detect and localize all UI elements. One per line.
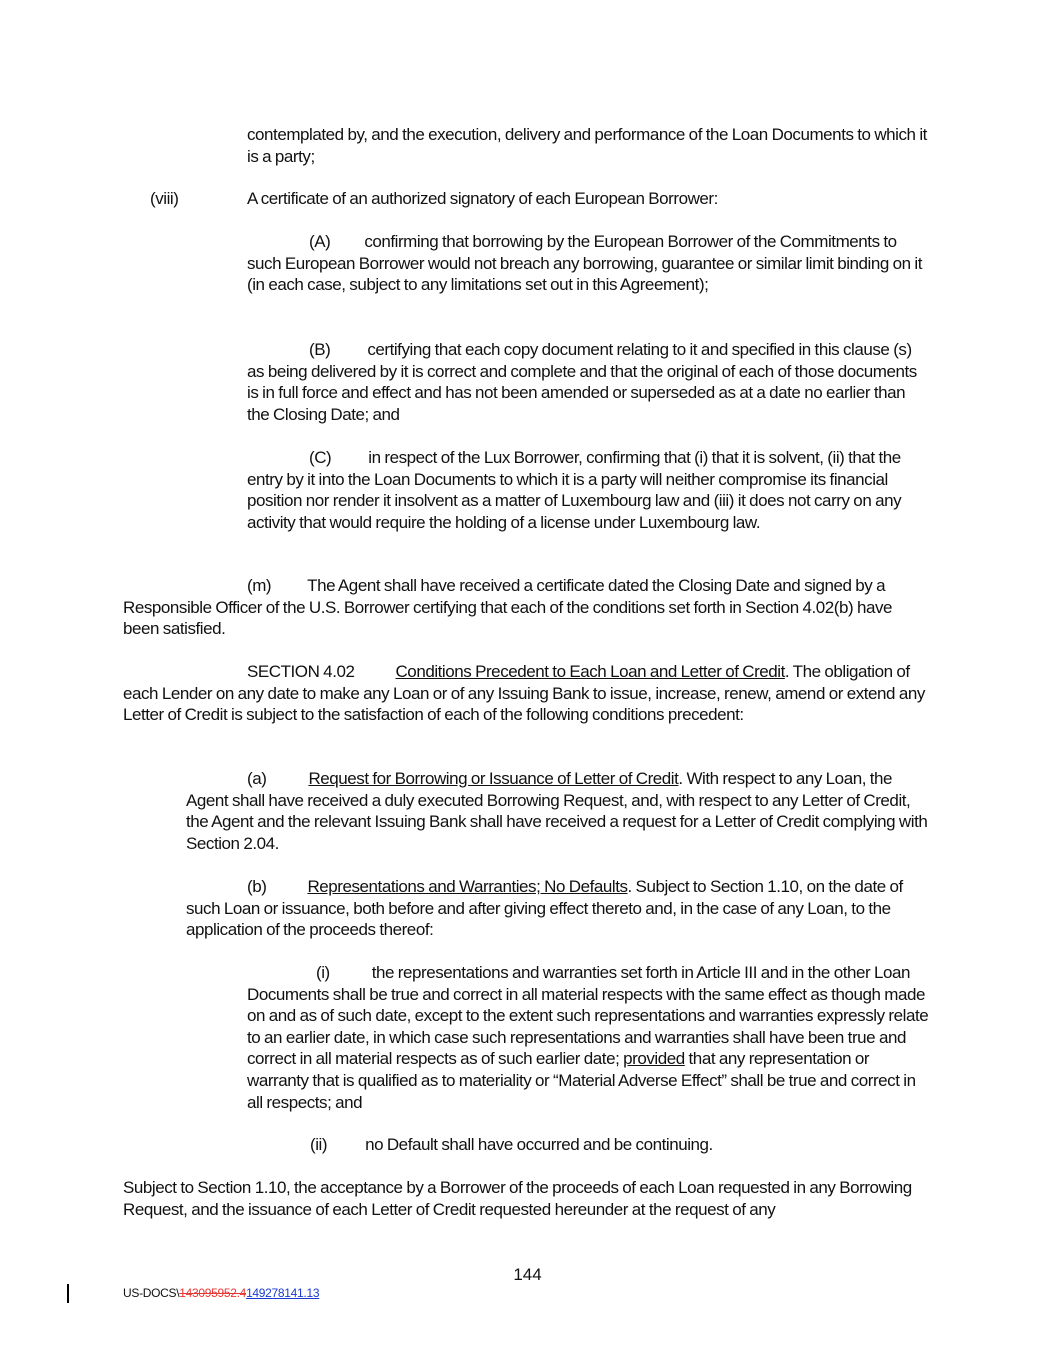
item-b bbox=[186, 876, 929, 941]
item-m-label: (m) bbox=[247, 576, 272, 595]
subitem-C-text: in respect of the Lux Borrower, confirming that (i) that it is solvent, (ii) that the entry by it into the Loan Documents to which it is a party will neither compromise its financial position nor render it insolvent as a matter of Luxembourg law and (iii) it does not carry on any activity that would require the holding of a license under Luxembourg law. bbox=[247, 448, 902, 532]
subitem-b-i-label: (i) bbox=[316, 963, 330, 982]
item-label-viii: (viii) bbox=[150, 189, 179, 208]
subitem-B bbox=[247, 339, 929, 425]
footer-deleted-id: 143095952.4 bbox=[179, 1286, 247, 1300]
subitem-b-ii-text: no Default shall have occurred and be continuing. bbox=[365, 1135, 713, 1154]
item-b-heading: Representations and Warranties; No Defaults bbox=[307, 877, 628, 896]
item-m bbox=[123, 575, 929, 640]
item-a-label: (a) bbox=[247, 769, 267, 788]
section-4-02 bbox=[123, 661, 929, 726]
item-b-label: (b) bbox=[247, 877, 267, 896]
closing-paragraph: Subject to Section 1.10, the acceptance by a Borrower of the proceeds of each Loan requested in any Borrowing Request, and the issuance of each Letter of Credit requested hereunder at the request of any bbox=[123, 1178, 912, 1219]
subitem-A-label: (A) bbox=[309, 232, 331, 251]
section-4-02-label: SECTION 4.02 bbox=[247, 662, 355, 681]
paragraph-intro: contemplated by, and the execution, delivery and performance of the Loan Documents to which it is a party; bbox=[247, 125, 927, 166]
item-b-text: . Subject to Section 1.10, on the date of such Loan or issuance, both before and after giving effect thereto and, in the case of any Loan, to the application of the proceeds thereof: bbox=[186, 877, 903, 940]
footer-prefix: US-DOCS\ bbox=[123, 1286, 180, 1300]
subitem-C bbox=[247, 447, 929, 533]
subitem-b-ii-label: (ii) bbox=[310, 1135, 328, 1154]
item-a-text: . With respect to any Loan, the Agent shall have received a duly executed Borrowing Request, and, with respect to any Letter of Credit, the Agent and the relevant Issuing Bank shall have received a request for a Letter of Credit complying with Section 2.04. bbox=[186, 769, 928, 853]
subitem-B-label: (B) bbox=[309, 340, 331, 359]
section-4-02-heading: Conditions Precedent to Each Loan and Letter of Credit bbox=[395, 662, 785, 681]
subitem-A-text: confirming that borrowing by the European Borrower of the Commitments to such European Borrower would not breach any borrowing, guarantee or similar limit binding on it (in each case, subject to any limitations set out in this Agreement); bbox=[247, 232, 923, 295]
section-4-02-text: . The obligation of each Lender on any date to make any Loan or of any Issuing Bank to issue, increase, renew, amend or extend any Letter of Credit is subject to the satisfaction of each of the following conditions precedent: bbox=[123, 662, 925, 725]
subitem-B-text: certifying that each copy document relating to it and specified in this clause (s) as being delivered by it is correct and complete and that the original of each of those documents is in full force and effect and has not been amended or superseded as at a date no earlier than the Closing Date; and bbox=[247, 340, 917, 424]
item-a-heading: Request for Borrowing or Issuance of Letter of Credit bbox=[308, 769, 679, 788]
subitem-b-i-text1: the representations and warranties set forth in Article III and in the other Loan Documents shall be true and correct in all material respects with the same effect as though made on and as of such date, except to the extent such representations and warranties expressly relate to an earlier date, in which case such representations and warranties shall have been true and correct in all material respects as of such earlier date; bbox=[247, 963, 929, 1069]
subitem-b-ii bbox=[247, 1134, 929, 1156]
subitem-b-i bbox=[247, 962, 929, 1113]
item-m-text: The Agent shall have received a certificate dated the Closing Date and signed by a Responsible Officer of the U.S. Borrower certifying that each of the conditions set forth in Section 4.02(b) have been satisfied. bbox=[123, 576, 893, 639]
footer-inserted-id: 149278141.13 bbox=[246, 1286, 320, 1300]
subitem-b-i-text2: that any representation or warranty that is qualified as to materiality or “Material Adverse Effect” shall be true and correct in all respects; and bbox=[247, 1049, 916, 1112]
item-viii-text: A certificate of an authorized signatory of each European Borrower: bbox=[247, 189, 718, 208]
page-number: 144 bbox=[513, 1265, 542, 1284]
subitem-C-label: (C) bbox=[309, 448, 332, 467]
subitem-b-i-provided: provided bbox=[623, 1049, 685, 1069]
item-a bbox=[186, 768, 929, 854]
document-id-footer bbox=[123, 1286, 319, 1300]
subitem-A bbox=[247, 231, 929, 296]
change-bar bbox=[67, 1284, 69, 1303]
